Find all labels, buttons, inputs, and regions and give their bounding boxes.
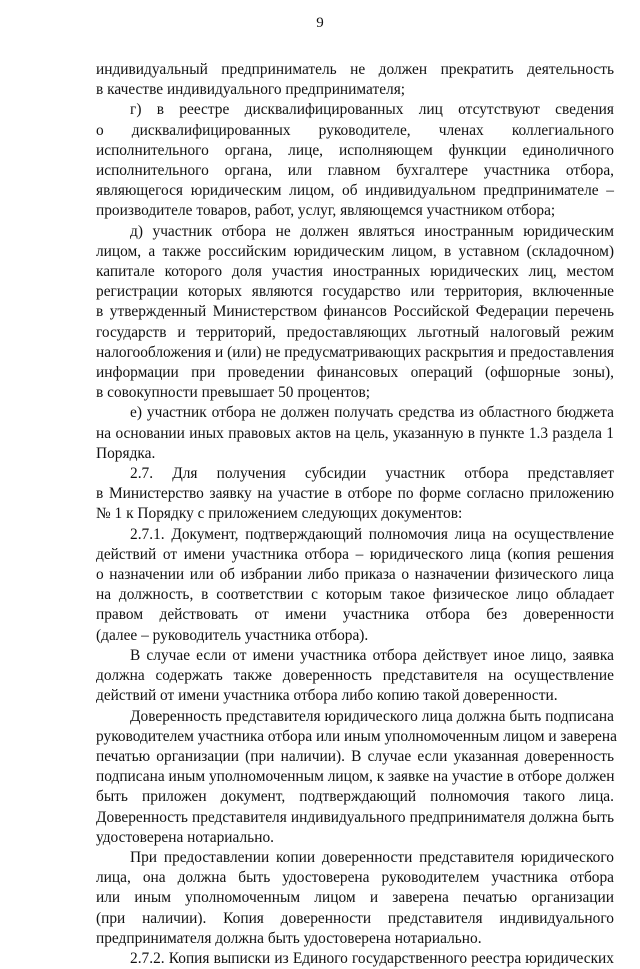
paragraph (96, 222, 614, 404)
text-line: печатью организации (при наличии). В случае если указанная доверенность (96, 747, 614, 765)
paragraph (96, 403, 614, 464)
text-line: капитале которого доля участия иностранных юридических лиц, местом (96, 263, 614, 281)
document-body (96, 60, 617, 969)
paragraph (96, 464, 614, 525)
paragraph (96, 100, 614, 221)
text-line: е) участник отбора не должен получать средства из областного бюджета (130, 404, 614, 422)
text-line: руководителем участника отбора или иным уполномоченным лицом и заверена (96, 727, 617, 745)
text-line: государств и территорий, предоставляющих льготный налоговый режим (96, 323, 614, 341)
text-line: Порядка. (96, 444, 156, 462)
text-line: лицом, а также российским юридическим лицом, в уставном (складочном) (96, 242, 614, 260)
text-line: или иным уполномоченным лицом и заверена печатью организации (96, 889, 614, 907)
text-line: удостоверена нотариально. (96, 828, 274, 846)
text-line: налогообложения и (или) не предусматривающих раскрытия и предоставления (96, 343, 615, 361)
paragraph (96, 60, 614, 100)
text-line: 2.7.2. Копия выписки из Единого государственного реестра юридических (130, 949, 614, 967)
text-line: д) участник отбора не должен являться иностранным юридическим (130, 222, 614, 240)
text-line: являющегося юридическим лицом, об индивидуальном предпринимателе – (96, 182, 614, 200)
text-line: В случае если от имени участника отбора действует иное лицо, заявка (130, 646, 614, 664)
text-line: правом действовать от имени участника отбора без доверенности (96, 606, 614, 624)
text-line: Доверенность представителя юридического лица должна быть подписана (130, 707, 614, 725)
text-line: на должность, в соответствии с которым такое физическое лицо обладает (96, 586, 614, 604)
text-line: о дисквалифицированных руководителе, членах коллегиального (96, 121, 614, 139)
text-line: лица, она должна быть удостоверена руководителем участника отбора (96, 869, 614, 887)
paragraph (96, 848, 614, 949)
paragraph (96, 949, 614, 969)
text-line: в утвержденный Министерством финансов Российской Федерации перечень (96, 303, 614, 321)
text-line: быть приложен документ, подтверждающий полномочия такого лица. (96, 788, 614, 806)
text-line: (далее – руководитель участника отбора). (96, 626, 369, 644)
text-line: на основании иных правовых актов на цель, указанную в пункте 1.3 раздела 1 (96, 424, 614, 442)
text-line: № 1 к Порядку с приложением следующих документов: (96, 505, 463, 523)
text-line: исполнительного органа, лице, исполняющем функции единоличного (96, 141, 614, 159)
text-line: производителе товаров, работ, услуг, являющемся участником отбора; (96, 202, 556, 220)
text-line: Доверенность представителя индивидуального предпринимателя должна быть (96, 808, 614, 826)
paragraph (96, 525, 614, 646)
text-line: информации при проведении финансовых операций (офшорные зоны), (96, 364, 614, 382)
page-number: 9 (316, 15, 324, 31)
text-line: действий от имени участника отбора либо копию такой доверенности. (96, 687, 558, 705)
text-line: в качестве индивидуального предпринимателя; (96, 81, 406, 99)
paragraph (96, 646, 614, 707)
text-line: (при наличии). Копия доверенности представителя индивидуального (96, 909, 614, 927)
text-line: о назначении или об избрании либо приказа о назначении физического лица (96, 566, 614, 584)
text-line: 2.7. Для получения субсидии участник отбора представляет (130, 465, 614, 483)
paragraph (96, 707, 617, 848)
text-line: регистрации которых являются государство или территория, включенные (96, 283, 614, 301)
text-line: предпринимателя должна быть удостоверена нотариально. (96, 929, 482, 947)
text-line: подписана иным уполномоченным лицом, к заявке на участие в отборе должен (96, 768, 615, 786)
text-line: г) в реестре дисквалифицированных лиц отсутствуют сведения (130, 101, 614, 119)
text-line: действий от имени участника отбора – юридического лица (копия решения (96, 545, 614, 563)
text-line: в Министерство заявку на участие в отборе по форме согласно приложению (96, 485, 614, 503)
text-line: должна содержать также доверенность представителя на осуществление (96, 667, 614, 685)
text-line: в совокупности превышает 50 процентов; (96, 384, 371, 402)
text-line: 2.7.1. Документ, подтверждающий полномочия лица на осуществление (130, 525, 614, 543)
text-line: При предоставлении копии доверенности представителя юридического (130, 848, 614, 866)
text-line: исполнительного органа, или главном бухгалтере участника отбора, (96, 162, 614, 180)
text-line: индивидуальный предприниматель не должен прекратить деятельность (96, 61, 614, 78)
